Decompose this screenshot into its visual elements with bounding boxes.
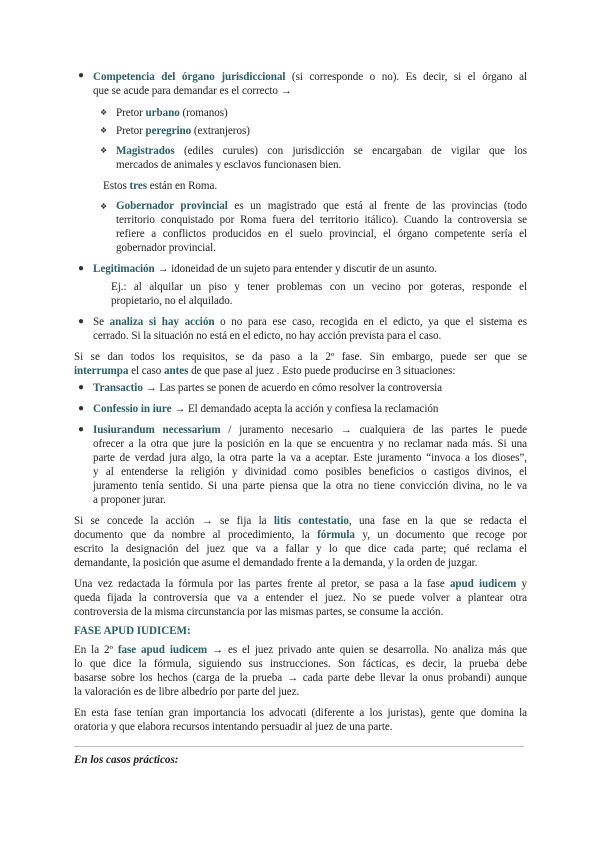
para4-line-3: basarse sobre los hechos (carga de la prueba → cada parte debe llevar la onus probandi) aunque bbox=[74, 672, 527, 684]
situacion-confessio: Confessio in iure → El demandado acepta la acción y confiesa la reclamación bbox=[93, 403, 439, 415]
bullet-icon: ● bbox=[78, 316, 85, 327]
para1-line-1: Si se dan todos los requisitos, se da paso a la 2º fase. Sin embargo, puede ser que se bbox=[74, 351, 527, 363]
legitimacion-line: Legitimación → idoneidad de un sujeto para entender y discutir de un asunto. bbox=[93, 263, 438, 275]
diamond-bullet-icon: ❖ bbox=[100, 202, 108, 211]
iusiurandum-line-6: a proponer jurar. bbox=[93, 494, 166, 506]
para4-line-2: lo que dice la fórmula, siguiendo sus instrucciones. Son fácticas, es decir, la prueba debe bbox=[74, 658, 527, 670]
sub-item-magistrados: Magistrados (ediles curules) con jurisdicción se encargaban de vigilar que los bbox=[116, 145, 527, 157]
estos-tres-line: Estos tres están en Roma. bbox=[103, 180, 218, 192]
para4-line-4: la valoración es de libre albedrío por parte del juez. bbox=[74, 686, 300, 698]
situacion-transactio: Transactio → Las partes se ponen de acuerdo en cómo resolver la controversia bbox=[93, 382, 443, 394]
competencia-line-1: Competencia del órgano jurisdiccional (si corresponde o no). Es decir, si el órgano al bbox=[93, 71, 527, 83]
para2-line-2: documento que da nombre al procedimiento, la fórmula y, un documento que recoge por bbox=[74, 529, 527, 541]
para3-line-2: queda fijada la controversia que va a entender el juez. No se puede volver a plantear otra bbox=[74, 592, 527, 604]
bullet-icon: ● bbox=[78, 70, 85, 81]
gobernador-line-4: gobernador provincial. bbox=[116, 242, 216, 254]
iusiurandum-line-1: Iusiurandum necessarium / juramento necesario → cualquiera de las partes le puede bbox=[93, 424, 527, 436]
diamond-bullet-icon: ❖ bbox=[100, 146, 108, 155]
analiza-line-1: Se analiza si hay acción o no para ese caso, recogida en el edicto, ya que el sistema es bbox=[93, 316, 528, 328]
footer-heading: En los casos prácticos: bbox=[74, 754, 179, 766]
ejemplo-line-2: propietario, no el alquilado. bbox=[111, 295, 233, 307]
bullet-icon: ● bbox=[78, 263, 85, 274]
iusiurandum-line-2: ofrecer a la otra que jure la posición en la que se encuentra y no reclamar nada más. Si una bbox=[93, 438, 527, 450]
para5-line-2: oratoria y que elabora recursos intentando persuadir al juez de una parte. bbox=[74, 721, 393, 733]
analiza-line-2: cerrado. Si la situación no está en el edicto, no hay acción prevista para el caso. bbox=[93, 330, 442, 342]
bullet-icon: ● bbox=[78, 403, 85, 414]
magistrados-line-2: mercados de animales y esclavos funcionasen bien. bbox=[116, 159, 342, 171]
para3-line-3: controversia de la misma circunstancia por las mismas partes, se consume la acción. bbox=[74, 606, 444, 618]
gobernador-line-1: Gobernador provincial es un magistrado que está al frente de las provincias (todo bbox=[116, 200, 527, 212]
bullet-icon: ● bbox=[78, 424, 85, 435]
para1-line-2: interrumpa el caso antes de que pase al juez . Esto puede producirse en 3 situaciones: bbox=[74, 365, 456, 377]
para2-line-4: demandante, la posición que asume el demandado frente a la demanda, y la orden de juzgar. bbox=[74, 557, 478, 569]
section-heading: FASE APUD IUDICEM: bbox=[74, 625, 191, 637]
bullet-icon: ● bbox=[78, 382, 85, 393]
para4-line-1: En la 2º fase apud iudicem → es el juez privado ante quien se desarrolla. No analiza más que bbox=[74, 644, 527, 656]
sub-item-urbano: Pretor urbano (romanos) bbox=[116, 107, 228, 119]
gobernador-line-2: territorio conquistado por Roma fuera del territorio itálico). Cuando la controversia se bbox=[116, 214, 527, 226]
para5-line-1: En esta fase tenían gran importancia los advocati (diferente a los juristas), gente que domina la bbox=[74, 707, 527, 719]
gobernador-line-3: refiere a conflictos producidos en el suelo provincial, el órgano competente sería el bbox=[116, 228, 527, 240]
horizontal-divider bbox=[74, 746, 524, 747]
diamond-bullet-icon: ❖ bbox=[100, 108, 108, 117]
diamond-bullet-icon: ❖ bbox=[100, 126, 108, 135]
sub-item-peregrino: Pretor peregrino (extranjeros) bbox=[116, 125, 250, 137]
para2-line-1: Si se concede la acción → se fija la litis contestatio, una fase en la que se redacta el bbox=[74, 515, 527, 527]
para3-line-1: Una vez redactada la fórmula por las partes frente al pretor, se pasa a la fase apud iudicem y bbox=[74, 578, 527, 590]
competencia-line-2: que se acude para demandar es el correcto → bbox=[93, 85, 292, 97]
iusiurandum-line-3: parte de verdad jura algo, la otra parte la va a aceptar. Este juramento “invoca a los dioses”, bbox=[93, 452, 527, 464]
competencia-term: Competencia del órgano jurisdiccional bbox=[93, 71, 286, 83]
para2-line-3: escrito la designación del juez que va a fallar y lo que dice cada parte; qué reclama el bbox=[74, 543, 527, 555]
ejemplo-line-1: Ej.: al alquilar un piso y tener problemas con un vecino por goteras, responde el bbox=[111, 281, 527, 293]
iusiurandum-line-4: y al entenderse la religión y divinidad como posibles beneficios o castigos divinos, el bbox=[93, 466, 527, 478]
iusiurandum-line-5: juramento tenía sentido. Si una parte piensa que la otra no tiene convicción divina, no le va bbox=[93, 480, 527, 492]
